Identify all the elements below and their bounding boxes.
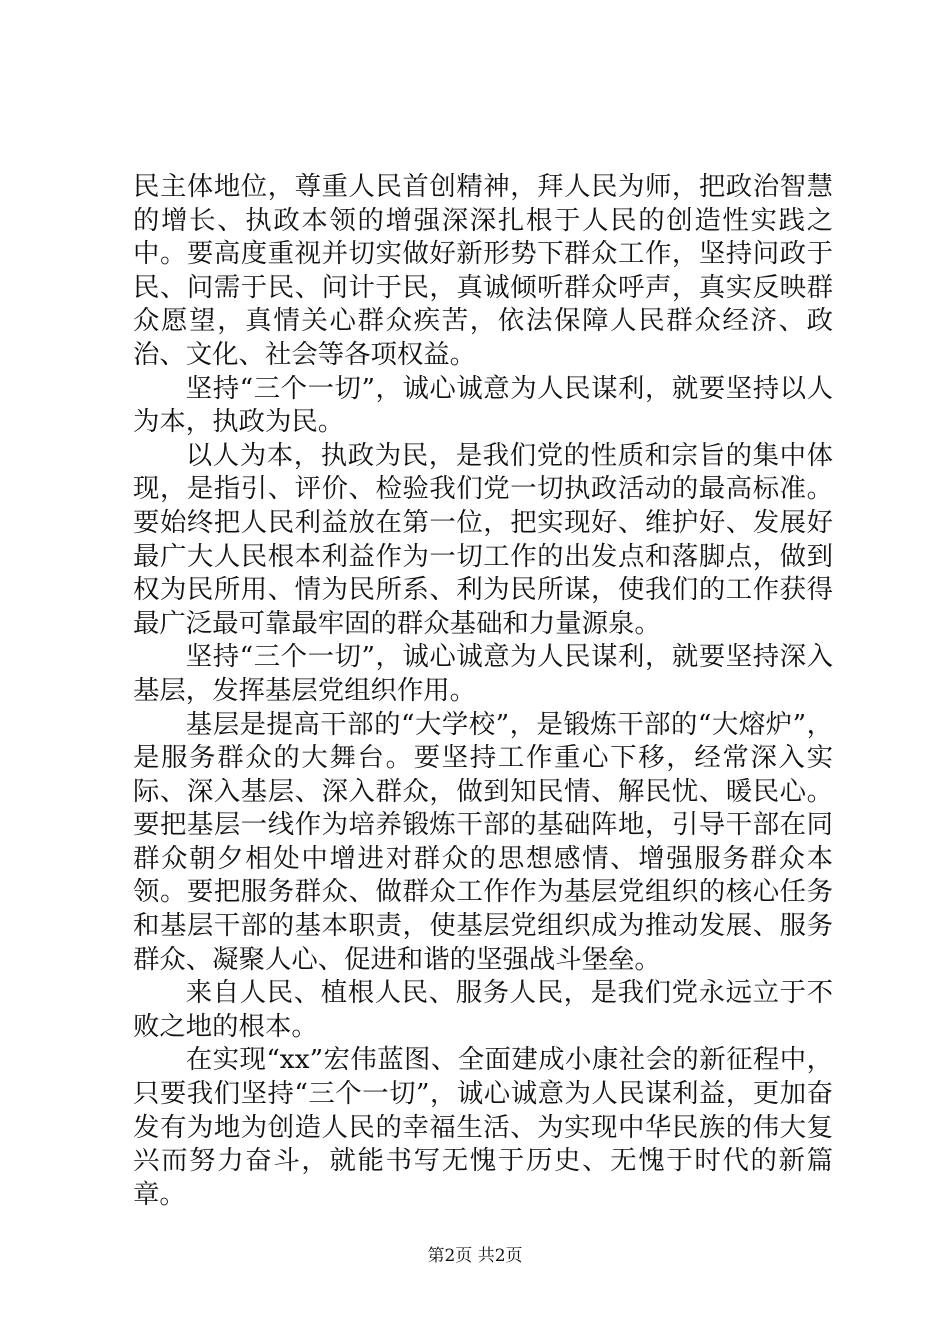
- paragraph-3: 以人为本，执政为民，是我们党的性质和宗旨的集中体现，是指引、评价、检验我们党一切执政活动的最高标准。要始终把人民利益放在第一位，把实现好、维护好、发展好最广大人民根本利益作为一切工作的出发点和落脚点，做到权为民所用、情为民所系、利为民所谋，使我们的工作获得最广泛最可靠最牢固的群众基础和力量源泉。: [133, 439, 833, 639]
- paragraph-7: 在实现“xx”宏伟蓝图、全面建成小康社会的新征程中，只要我们坚持“三个一切”，诚心诚意为人民谋利益，更加奋发有为地为创造人民的幸福生活、为实现中华民族的伟大复兴而努力奋斗，就能书写无愧于历史、无愧于时代的新篇章。: [133, 1044, 833, 1210]
- paragraph-5: 基层是提高干部的“大学校”，是锻炼干部的“大熔炉”，是服务群众的大舞台。要坚持工作重心下移，经常深入实际、深入基层、深入群众，做到知民情、解民忧、暖民心。要把基层一线作为培养锻炼干部的基础阵地，引导干部在同群众朝夕相处中增进对群众的思想感情、增强服务群众本领。要把服务群众、做群众工作作为基层党组织的核心任务和基层干部的基本职责，使基层党组织成为推动发展、服务群众、凝聚人心、促进和谐的坚强战斗堡垒。: [133, 708, 833, 975]
- paragraph-4: 坚持“三个一切”，诚心诚意为人民谋利，就要坚持深入基层，发挥基层党组织作用。: [133, 641, 833, 706]
- paragraph-1: 民主体地位，尊重人民首创精神，拜人民为师，把政治智慧的增长、执政本领的增强深深扎根于人民的创造性实践之中。要高度重视并切实做好新形势下群众工作，坚持问政于民、问需于民、问计于民，真诚倾听群众呼声，真实反映群众愿望，真情关心群众疾苦，依法保障人民群众经济、政治、文化、社会等各项权益。: [133, 171, 833, 370]
- paragraph-2: 坚持“三个一切”，诚心诚意为人民谋利，就要坚持以人为本，执政为民。: [133, 372, 833, 438]
- page-footer: 第2页 共2页: [427, 1246, 523, 1266]
- paragraph-6: 来自人民、植根人民、服务人民，是我们党永远立于不败之地的根本。: [133, 977, 833, 1042]
- document-body: [133, 170, 833, 1211]
